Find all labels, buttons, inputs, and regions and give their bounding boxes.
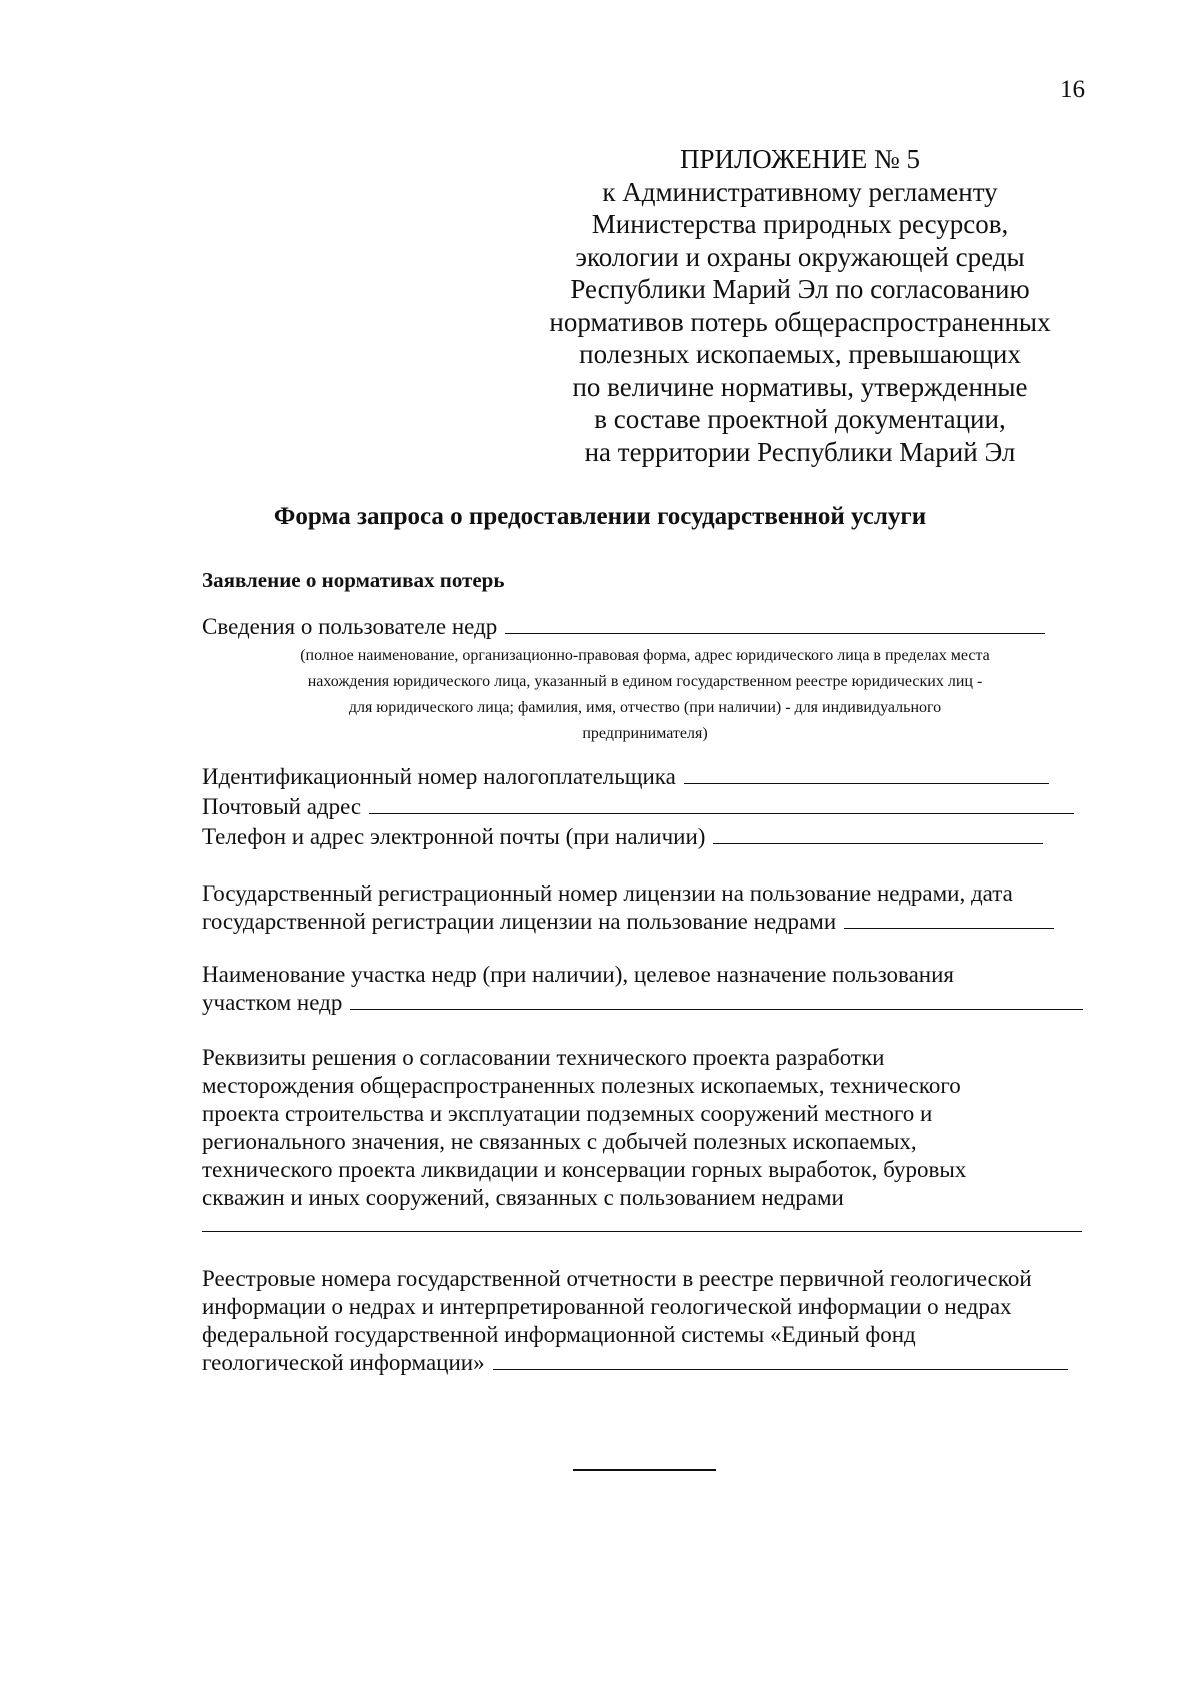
- form-subtitle: Заявление о нормативах потерь: [202, 568, 505, 592]
- appendix-line: к Административному регламенту: [602, 176, 998, 207]
- registry-line: федеральной государственной информационной системы «Единый фонд: [202, 1322, 916, 1347]
- appendix-header: [520, 143, 1080, 468]
- subsoil-user-row: [202, 613, 1045, 641]
- phone-email-row: [202, 823, 1043, 851]
- appendix-line: полезных ископаемых, превышающих: [579, 339, 1021, 369]
- appendix-line: в составе проектной документации,: [594, 404, 1006, 434]
- registry-blank[interactable]: [493, 1349, 1068, 1370]
- appendix-line: экологии и охраны окружающей среды: [575, 241, 1025, 272]
- registry-row: [202, 1349, 1102, 1377]
- registry-line: Реестровые номера государственной отчетности в реестре первичной геологической: [202, 1266, 1032, 1291]
- appendix-line: Министерства природных ресурсов,: [591, 209, 1009, 239]
- plot-block: [202, 961, 1102, 1017]
- phone-email-label: Телефон и адрес электронной почты (при наличии): [202, 824, 706, 849]
- postal-address-blank[interactable]: [369, 793, 1074, 814]
- form-title: Форма запроса о предоставлении государственной услуги: [273, 503, 927, 530]
- inn-label: Идентификационный номер налогоплательщика: [202, 764, 676, 789]
- appendix-line: на территории Республики Марий Эл: [584, 436, 1016, 467]
- appendix-line: Республики Марий Эл по согласованию: [570, 274, 1030, 304]
- hint-line: нахождения юридического лица, указанный в едином государственном реестре юридических лиц -: [307, 673, 983, 690]
- requisites-line: технического проекта ликвидации и консервации горных выработок, буровых: [202, 1157, 967, 1182]
- appendix-line: нормативов потерь общераспространенных: [549, 306, 1051, 337]
- requisites-line: скважин и иных сооружений, связанных с пользованием недрами: [202, 1185, 844, 1210]
- postal-address-row: [202, 793, 1074, 821]
- postal-address-label: Почтовый адрес: [202, 794, 362, 819]
- license-block: [202, 880, 1102, 936]
- requisites-line: месторождения общераспространенных полезных ископаемых, технического: [202, 1073, 961, 1098]
- requisites-line: проекта строительства и эксплуатации подземных сооружений местного и: [202, 1101, 933, 1126]
- requisites-blank[interactable]: [202, 1231, 1082, 1232]
- appendix-line: ПРИЛОЖЕНИЕ № 5: [679, 144, 921, 174]
- plot-blank[interactable]: [350, 989, 1083, 1010]
- registry-line: геологической информации»: [202, 1350, 485, 1375]
- plot-line: участком недр: [202, 990, 343, 1015]
- plot-line: Наименование участка недр (при наличии), целевое назначение пользования: [202, 962, 954, 987]
- phone-email-blank[interactable]: [713, 823, 1043, 844]
- license-row: [202, 908, 1102, 936]
- registry-line: информации о недрах и интерпретированной геологической информации о недрах: [202, 1294, 1012, 1319]
- hint-line: предпринимателя): [582, 725, 708, 742]
- inn-blank[interactable]: [684, 763, 1049, 784]
- requisites-block: [202, 1044, 1102, 1212]
- license-line: Государственный регистрационный номер лицензии на пользование недрами, дата: [202, 881, 1013, 906]
- subsoil-user-label: Сведения о пользователе недр: [202, 614, 498, 639]
- hint-line: для юридического лица; фамилия, имя, отчество (при наличии) - для индивидуального: [348, 699, 942, 716]
- license-blank[interactable]: [844, 908, 1054, 929]
- end-divider: [573, 1469, 716, 1471]
- license-line: государственной регистрации лицензии на пользование недрами: [202, 909, 837, 934]
- hint-line: (полное наименование, организационно-правовая форма, адрес юридического лица в пределах места: [300, 647, 990, 664]
- appendix-line: по величине нормативы, утвержденные: [572, 371, 1028, 402]
- plot-row: [202, 989, 1102, 1017]
- registry-block: [202, 1265, 1102, 1377]
- requisites-line: Реквизиты решения о согласовании технического проекта разработки: [202, 1045, 885, 1070]
- inn-row: [202, 763, 1049, 791]
- subsoil-user-hint: [205, 643, 1085, 747]
- page-number: 16: [1060, 76, 1085, 103]
- requisites-line: регионального значения, не связанных с добычей полезных ископаемых,: [202, 1129, 917, 1154]
- subsoil-user-blank[interactable]: [505, 613, 1045, 634]
